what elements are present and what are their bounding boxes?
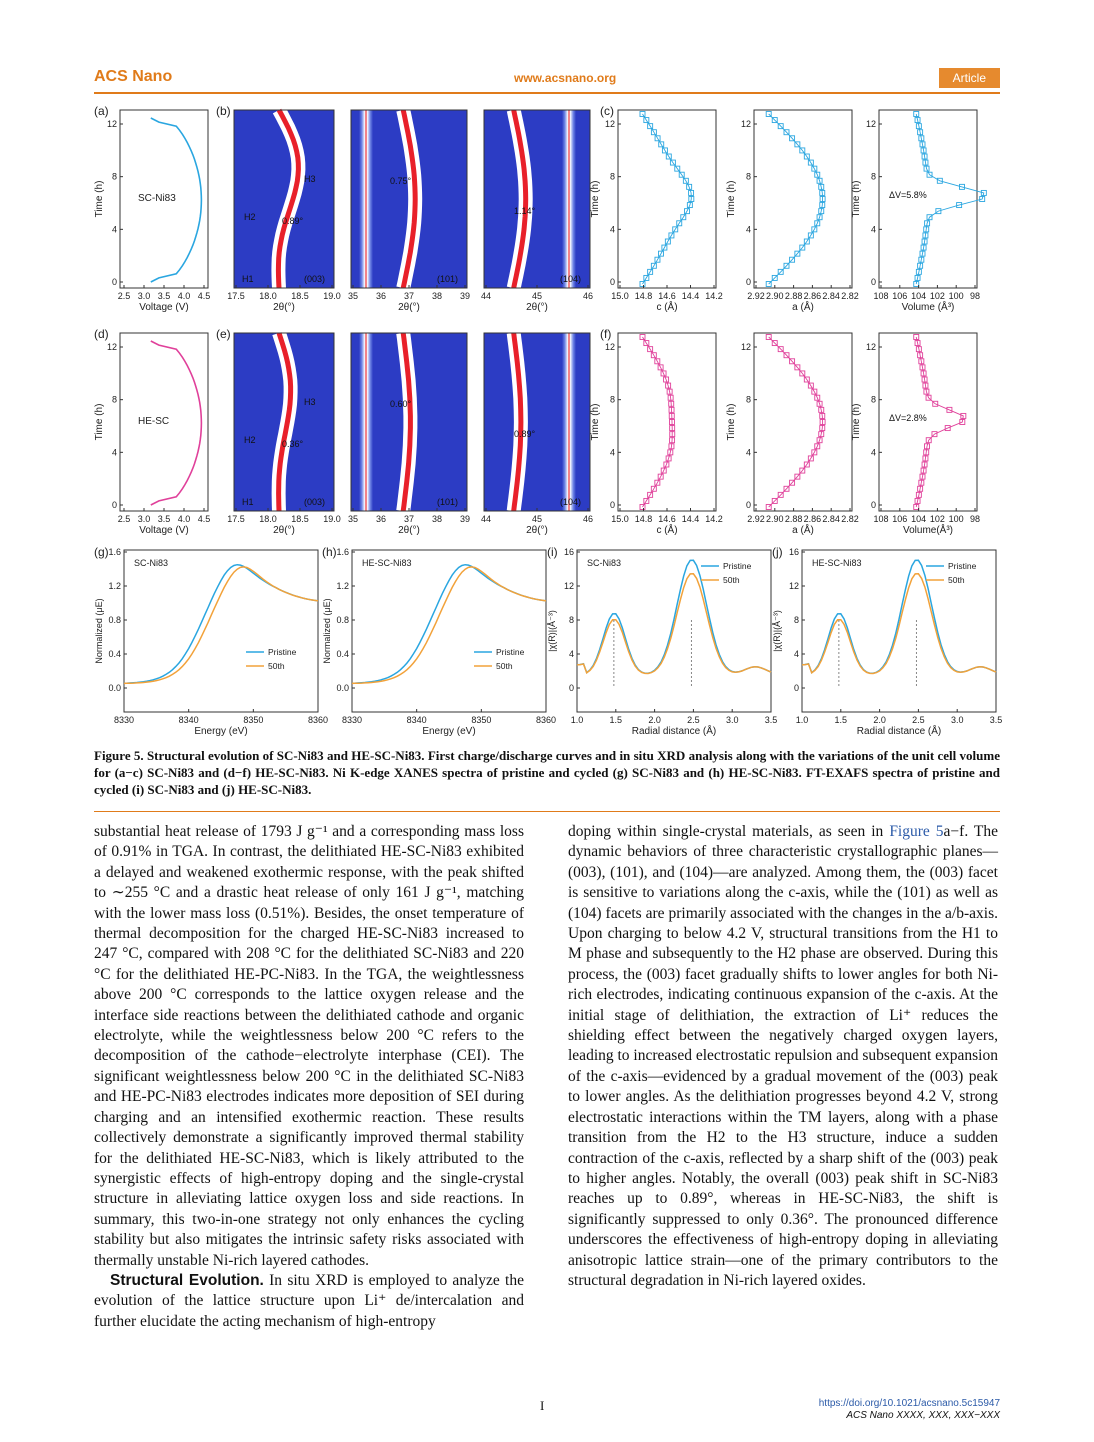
lattice-panel xyxy=(618,333,716,511)
lattice-curve xyxy=(769,114,823,284)
time-tick-label: 8 xyxy=(111,394,117,405)
voltage-tick-label: 4.0 xyxy=(177,291,191,301)
pristine-curve xyxy=(577,560,771,673)
x-tick-label: 8350 xyxy=(471,715,492,725)
panel-label: (f) xyxy=(600,327,612,341)
twotheta-tick-label: 45 xyxy=(531,291,543,301)
lattice-tick-label: 2.82 xyxy=(841,291,859,301)
facet-label: (104) xyxy=(560,274,582,284)
x-tick-label: 2.0 xyxy=(873,715,886,725)
legend-label: 50th xyxy=(948,575,965,585)
twotheta-tick-label: 36 xyxy=(375,291,387,301)
journal-name: ACS Nano xyxy=(94,68,173,85)
panel-label: (e) xyxy=(216,327,231,341)
figure-caption: Figure 5. Structural evolution of SC-Ni83 and HE-SC-Ni83. First charge/discharge curves and in situ XRD analysis along with the variations of the unit cell volume for (a−c) SC-Ni83 and (d−f) HE-SC-Ni83. Ni K-edge XANES spectra of pristine and cycled (g) SC-Ni83 and (h) HE-SC-Ni83. FT-EXAFS spectra of pristine and cycled (i) SC-Ni83 and (j) HE-SC-Ni83. xyxy=(94,748,1000,797)
x-axis-label: Voltage (V) xyxy=(139,525,189,536)
y-tick-label: 1.6 xyxy=(108,547,121,557)
twotheta-tick-label: 17.5 xyxy=(227,291,245,301)
x-tick-label: 8330 xyxy=(113,715,135,725)
voltage-tick-label: 4.0 xyxy=(177,514,191,524)
legend-label: 50th xyxy=(723,575,740,585)
body-column-left xyxy=(94,822,524,1332)
y-tick-label: 12 xyxy=(563,581,574,591)
x-axis-label: Volume(Å³) xyxy=(902,525,954,536)
y-tick-label: 1.6 xyxy=(336,547,349,557)
phase-label: H1 xyxy=(242,497,254,507)
lattice-tick-label: 100 xyxy=(948,514,964,524)
y-axis-label: Normalized (μE) xyxy=(322,598,332,664)
x-tick-label: 1.5 xyxy=(834,715,848,725)
time-tick-label: 0 xyxy=(609,277,615,287)
phase-label: H3 xyxy=(304,397,316,407)
lattice-tick-label: 102 xyxy=(929,514,945,524)
x-tick-label: 1.0 xyxy=(795,715,809,725)
y-tick-label: 0.4 xyxy=(108,649,121,659)
lattice-tick-label: 98 xyxy=(969,514,981,524)
x-tick-label: 1.0 xyxy=(570,715,584,725)
cycled-curve xyxy=(802,574,996,674)
panel-label: (i) xyxy=(547,545,558,559)
time-tick-label: 12 xyxy=(604,119,615,129)
y-tick-label: 0 xyxy=(793,683,799,693)
y-tick-label: 1.2 xyxy=(108,581,121,591)
paragraph: substantial heat release of 1793 J g⁻¹ and a corresponding mass loss of 0.91% in TGA. In contrast, the delithiated HE-SC-Ni83 exhibited a delayed and weakened exothermic response, with the peak shifted to ∼255 °C and a drastic heat release of only 161 J g⁻¹, matching with the lower mass loss (0.51%). Besides, the onset temperature of thermal decomposition for the charged HE-SC-Ni83 increased to 247 °C, compared with 208 °C for the delithiated SC-Ni83 and 220 °C for the delithiated HE-PC-Ni83. In the TGA, the weightlessness above 200 °C corresponds to the lattice oxygen release and the interface side reactions between the delithiated cathode and organic electrolyte, while the weightlessness below 200 °C refers to the decomposition of the cathode−electrolyte interphase (CEI). The significant weightlessness below 200 °C in the delithiated SC-Ni83 and HE-PC-Ni83 electrodes indicates more deposition of SEI during charging and an intensified exothermic reaction. These results collectively demonstrate a significantly improved thermal stability for the delithiated HE-SC-Ni83, which is likely attributed to the synergistic effects of high-entropy doping and the single-crystal structure in alleviating lattice oxygen loss and side reactions. In summary, this two-in-one strategy not only enhances the cycling stability but also mitigates the intrinsic safety risks associated with thermally unstable Ni-rich layered cathodes. xyxy=(94,823,524,1269)
y-axis-label: |χ(R)|(Å⁻³) xyxy=(772,610,782,652)
panel-label: (b) xyxy=(216,104,231,118)
lattice-tick-label: 106 xyxy=(892,514,908,524)
voltage-tick-label: 4.5 xyxy=(197,291,211,301)
doi-link[interactable]: https://doi.org/10.1021/acsnano.5c15947 xyxy=(818,1398,1000,1409)
time-tick-label: 4 xyxy=(111,447,117,458)
lattice-tick-label: 15.0 xyxy=(611,291,629,301)
x-axis-label: Energy (eV) xyxy=(194,726,248,737)
lattice-tick-label: 2.86 xyxy=(803,514,822,524)
x-axis-label: 2θ(°) xyxy=(398,525,420,536)
time-tick-label: 8 xyxy=(609,394,615,405)
panel-label: (j) xyxy=(772,545,783,559)
voltage-tick-label: 3.0 xyxy=(137,514,151,524)
peak-shift-label: 0.36° xyxy=(282,439,304,449)
x-tick-label: 3.5 xyxy=(764,715,778,725)
paragraph xyxy=(94,1271,524,1332)
lattice-tick-label: 2.86 xyxy=(803,291,822,301)
legend-label: Pristine xyxy=(268,647,297,657)
panel-label: (h) xyxy=(322,545,337,559)
volume-change-label: ΔV=2.8% xyxy=(889,413,927,423)
lattice-tick-label: 2.82 xyxy=(841,514,859,524)
phase-label: H2 xyxy=(244,212,256,222)
lattice-tick-label: 100 xyxy=(948,291,964,301)
x-axis-label: 2θ(°) xyxy=(398,302,420,313)
twotheta-tick-label: 37 xyxy=(403,291,415,301)
twotheta-tick-label: 46 xyxy=(582,514,594,524)
time-tick-label: 12 xyxy=(106,119,117,129)
time-tick-label: 12 xyxy=(740,119,751,129)
twotheta-tick-label: 19.0 xyxy=(323,514,341,524)
time-tick-label: 8 xyxy=(609,171,615,182)
twotheta-tick-label: 39 xyxy=(459,291,471,301)
paragraph-text: doping within single-crystal materials, as seen in xyxy=(568,823,890,840)
voltage-tick-label: 2.5 xyxy=(117,291,131,301)
sample-label: SC-Ni83 xyxy=(138,193,176,204)
lattice-tick-label: 2.90 xyxy=(766,514,784,524)
time-tick-label: 8 xyxy=(745,171,751,182)
lattice-tick-label: 14.6 xyxy=(658,291,676,301)
peak-shift-label: 1.14° xyxy=(514,206,536,216)
xrd-contour-stripe xyxy=(562,333,576,511)
peak-shift-label: 0.89° xyxy=(514,429,536,439)
y-tick-label: 12 xyxy=(788,581,799,591)
header-rule xyxy=(94,92,1000,94)
x-axis-label: c (Å) xyxy=(656,525,678,536)
figure-5 xyxy=(94,98,1003,738)
plot-title: SC-Ni83 xyxy=(587,558,622,568)
time-tick-label: 12 xyxy=(106,342,117,352)
x-axis-label: a (Å) xyxy=(792,525,814,536)
xrd-contour-stripe xyxy=(562,110,576,288)
facet-label: (003) xyxy=(304,274,326,284)
time-tick-label: 8 xyxy=(745,394,751,405)
time-tick-label: 4 xyxy=(870,224,876,235)
y-tick-label: 8 xyxy=(568,615,574,625)
y-tick-label: 4 xyxy=(568,649,574,659)
x-axis-label: Radial distance (Å) xyxy=(631,726,717,737)
y-axis-label: Normalized (μE) xyxy=(94,598,104,664)
twotheta-tick-label: 17.5 xyxy=(227,514,245,524)
lattice-tick-label: 2.92 xyxy=(747,514,765,524)
time-tick-label: 4 xyxy=(870,447,876,458)
lattice-tick-label: 98 xyxy=(969,291,981,301)
y-tick-label: 0.0 xyxy=(108,683,121,693)
cycled-curve xyxy=(577,574,771,674)
twotheta-tick-label: 46 xyxy=(582,291,594,301)
x-axis-label: Energy (eV) xyxy=(422,726,476,737)
lattice-tick-label: 106 xyxy=(892,291,908,301)
time-tick-label: 8 xyxy=(870,394,876,405)
x-tick-label: 2.5 xyxy=(687,715,700,725)
x-tick-label: 8360 xyxy=(307,715,329,725)
y-tick-label: 0.8 xyxy=(108,615,121,625)
lattice-tick-label: 2.90 xyxy=(766,291,784,301)
page-number: I xyxy=(540,1398,545,1413)
lattice-tick-label: 14.8 xyxy=(634,291,653,301)
cycled-curve xyxy=(124,567,318,684)
lattice-panel xyxy=(618,110,716,288)
panel-label: (c) xyxy=(600,104,614,118)
time-tick-label: 0 xyxy=(609,500,615,510)
y-axis-label: Time (h) xyxy=(94,180,105,218)
lattice-tick-label: 14.4 xyxy=(681,514,700,524)
time-tick-label: 8 xyxy=(870,171,876,182)
twotheta-tick-label: 38 xyxy=(431,514,443,524)
twotheta-tick-label: 18.5 xyxy=(291,514,309,524)
twotheta-tick-label: 36 xyxy=(375,514,387,524)
twotheta-tick-label: 18.0 xyxy=(259,514,277,524)
pristine-curve xyxy=(352,565,546,684)
time-tick-label: 0 xyxy=(745,277,751,287)
xanes-panel xyxy=(124,550,318,712)
lattice-tick-label: 15.0 xyxy=(611,514,629,524)
journal-url[interactable]: www.acsnano.org xyxy=(514,71,617,85)
x-tick-label: 3.5 xyxy=(989,715,1003,725)
voltage-tick-label: 2.5 xyxy=(117,514,131,524)
time-tick-label: 12 xyxy=(604,342,615,352)
time-tick-label: 12 xyxy=(740,342,751,352)
lattice-tick-label: 2.84 xyxy=(822,514,840,524)
lattice-curve xyxy=(769,337,823,507)
plot-title: HE-SC-Ni83 xyxy=(362,558,412,568)
time-tick-label: 8 xyxy=(111,171,117,182)
lattice-tick-label: 108 xyxy=(873,514,889,524)
x-axis-label: 2θ(°) xyxy=(526,525,548,536)
figure-link[interactable]: Figure 5 xyxy=(889,823,944,840)
time-tick-label: 0 xyxy=(870,500,876,510)
lattice-tick-label: 2.92 xyxy=(747,291,765,301)
lattice-tick-label: 2.88 xyxy=(784,291,803,301)
x-tick-label: 3.0 xyxy=(950,715,964,725)
twotheta-tick-label: 45 xyxy=(531,514,543,524)
y-axis-label: Time (h) xyxy=(726,403,737,441)
time-tick-label: 12 xyxy=(865,119,876,129)
caption-rule xyxy=(94,811,1000,812)
lattice-tick-label: 14.8 xyxy=(634,514,653,524)
lattice-tick-label: 108 xyxy=(873,291,889,301)
lattice-tick-label: 14.6 xyxy=(658,514,676,524)
y-axis-label: Time (h) xyxy=(851,180,862,218)
y-tick-label: 0.4 xyxy=(336,649,349,659)
time-tick-label: 0 xyxy=(111,500,117,510)
legend-label: 50th xyxy=(268,661,285,671)
lattice-tick-label: 104 xyxy=(911,514,927,524)
y-tick-label: 8 xyxy=(793,615,799,625)
x-tick-label: 3.0 xyxy=(725,715,739,725)
article-type-badge: Article xyxy=(939,68,1000,88)
y-tick-label: 0.8 xyxy=(336,615,349,625)
lattice-curve xyxy=(643,337,673,507)
time-tick-label: 4 xyxy=(111,224,117,235)
twotheta-tick-label: 35 xyxy=(347,291,359,301)
y-axis-label: Time (h) xyxy=(590,403,601,441)
pristine-curve xyxy=(802,560,996,673)
doi-block xyxy=(819,1398,1000,1422)
pristine-curve xyxy=(124,565,318,684)
voltage-tick-label: 4.5 xyxy=(197,514,211,524)
peak-shift-label: 0.89° xyxy=(282,216,304,226)
plot-title: HE-SC-Ni83 xyxy=(812,558,862,568)
phase-label: H1 xyxy=(242,274,254,284)
twotheta-tick-label: 35 xyxy=(347,514,359,524)
legend-label: Pristine xyxy=(496,647,525,657)
time-tick-label: 4 xyxy=(609,447,615,458)
lattice-panel xyxy=(754,110,852,288)
twotheta-tick-label: 44 xyxy=(480,291,492,301)
x-tick-label: 2.0 xyxy=(648,715,661,725)
body-column-right xyxy=(568,822,998,1291)
legend-label: 50th xyxy=(496,661,513,671)
x-axis-label: Radial distance (Å) xyxy=(856,726,942,737)
lattice-tick-label: 102 xyxy=(929,291,945,301)
x-axis-label: Voltage (V) xyxy=(139,302,189,313)
y-axis-label: |χ(R)|(Å⁻³) xyxy=(547,610,557,652)
legend-label: Pristine xyxy=(723,561,752,571)
section-heading: Structural Evolution. xyxy=(110,1271,264,1289)
legend-label: Pristine xyxy=(948,561,977,571)
lattice-tick-label: 14.2 xyxy=(705,514,723,524)
lattice-tick-label: 14.2 xyxy=(705,291,723,301)
y-axis-label: Time (h) xyxy=(726,180,737,218)
y-tick-label: 16 xyxy=(563,547,574,557)
twotheta-tick-label: 37 xyxy=(403,514,415,524)
time-tick-label: 4 xyxy=(745,447,751,458)
lattice-tick-label: 104 xyxy=(911,291,927,301)
xrd-contour-stripe xyxy=(359,110,373,288)
twotheta-tick-label: 44 xyxy=(480,514,492,524)
volume-change-label: ΔV=5.8% xyxy=(889,190,927,200)
facet-label: (101) xyxy=(437,497,459,507)
y-tick-label: 4 xyxy=(793,649,799,659)
paragraph-text: In situ XRD is employed to analyze the evolution of the lattice structure upon Li⁺ de/intercalation and further elucidate the acting mechanism of high-entropy xyxy=(94,1271,524,1330)
phase-label: H3 xyxy=(304,174,316,184)
y-tick-label: 16 xyxy=(788,547,799,557)
time-tick-label: 0 xyxy=(745,500,751,510)
x-tick-label: 8340 xyxy=(406,715,427,725)
peak-shift-label: 0.75° xyxy=(390,176,412,186)
twotheta-tick-label: 18.5 xyxy=(291,291,309,301)
time-tick-label: 4 xyxy=(745,224,751,235)
x-tick-label: 8340 xyxy=(178,715,199,725)
phase-label: H2 xyxy=(244,435,256,445)
lattice-curve xyxy=(643,114,692,284)
x-tick-label: 8330 xyxy=(341,715,363,725)
x-axis-label: a (Å) xyxy=(792,302,814,313)
xrd-contour-stripe xyxy=(359,333,373,511)
panel-label: (a) xyxy=(94,104,109,118)
y-tick-label: 1.2 xyxy=(336,581,349,591)
y-axis-label: Time (h) xyxy=(851,403,862,441)
xanes-panel xyxy=(352,550,546,712)
panel-label: (d) xyxy=(94,327,109,341)
x-tick-label: 8360 xyxy=(535,715,557,725)
lattice-tick-label: 2.88 xyxy=(784,514,803,524)
paragraph xyxy=(568,822,998,1291)
facet-label: (104) xyxy=(560,497,582,507)
time-tick-label: 0 xyxy=(111,277,117,287)
facet-label: (003) xyxy=(304,497,326,507)
lattice-tick-label: 2.84 xyxy=(822,291,840,301)
twotheta-tick-label: 19.0 xyxy=(323,291,341,301)
y-axis-label: Time (h) xyxy=(94,403,105,441)
x-tick-label: 1.5 xyxy=(609,715,623,725)
voltage-tick-label: 3.0 xyxy=(137,291,151,301)
x-axis-label: 2θ(°) xyxy=(526,302,548,313)
lattice-tick-label: 14.4 xyxy=(681,291,700,301)
citation: ACS Nano XXXX, XXX, XXX−XXX xyxy=(846,1410,1000,1421)
y-tick-label: 0 xyxy=(568,683,574,693)
time-tick-label: 4 xyxy=(609,224,615,235)
page-header xyxy=(94,68,1000,92)
time-tick-label: 0 xyxy=(870,277,876,287)
twotheta-tick-label: 38 xyxy=(431,291,443,301)
twotheta-tick-label: 18.0 xyxy=(259,291,277,301)
plot-title: SC-Ni83 xyxy=(134,558,169,568)
voltage-tick-label: 3.5 xyxy=(157,291,171,301)
y-tick-label: 0.0 xyxy=(336,683,349,693)
x-axis-label: Volume (Å³) xyxy=(901,302,955,313)
paragraph-text: a−f. The dynamic behaviors of three characteristic crystallographic planes—(003), (101), and (104)—are analyzed. Among them, the (003) facet is sensitive to variations along the c-axis, while the (101) as well as (104) facets are primarily associated with the changes in the a/b-axis. Upon charging to below 4.2 V, structural transitions from the H1 to M phase and subsequently to the H2 phase are observed. During this process, the (003) facet gradually shifts to lower angles for both Ni-rich electrodes, indicating continuous expansion of the c-axis. At the initial stage of delithiation, the extraction of Li⁺ reduces the shielding effect between the negatively charged oxygen layers, leading to increased electrostatic repulsion and subsequent expansion of the c-axis—evidenced by a gradual movement of the (003) peak to lower angles. As the delithiation progresses beyond 4.2 V, strong electrostatic interactions within the TM layers, along with a phase transition from the H2 to the H3 structure, induce a sudden contraction of the c-axis, reflected by a sharp shift of the (003) peak to higher angles. Notably, the overall (003) peak shift in SC-Ni83 reaches up to 0.89°, whereas in HE-SC-Ni83, the shift is significantly suppressed to only 0.36°. The pronounced difference underscores the effectiveness of high-entropy doping in alleviating anisotropic lattice strain—one of the primary contributors to the structural degradation in Ni-rich layered oxides. xyxy=(568,823,998,1289)
x-tick-label: 2.5 xyxy=(912,715,925,725)
facet-label: (101) xyxy=(437,274,459,284)
voltage-tick-label: 3.5 xyxy=(157,514,171,524)
peak-shift-label: 0.60° xyxy=(390,399,412,409)
y-axis-label: Time (h) xyxy=(590,180,601,218)
time-tick-label: 12 xyxy=(865,342,876,352)
x-axis-label: 2θ(°) xyxy=(273,302,295,313)
twotheta-tick-label: 39 xyxy=(459,514,471,524)
x-tick-label: 8350 xyxy=(243,715,264,725)
panel-label: (g) xyxy=(94,545,109,559)
x-axis-label: c (Å) xyxy=(656,302,678,313)
x-axis-label: 2θ(°) xyxy=(273,525,295,536)
lattice-panel xyxy=(754,333,852,511)
sample-label: HE-SC xyxy=(138,416,170,427)
cycled-curve xyxy=(352,567,546,684)
